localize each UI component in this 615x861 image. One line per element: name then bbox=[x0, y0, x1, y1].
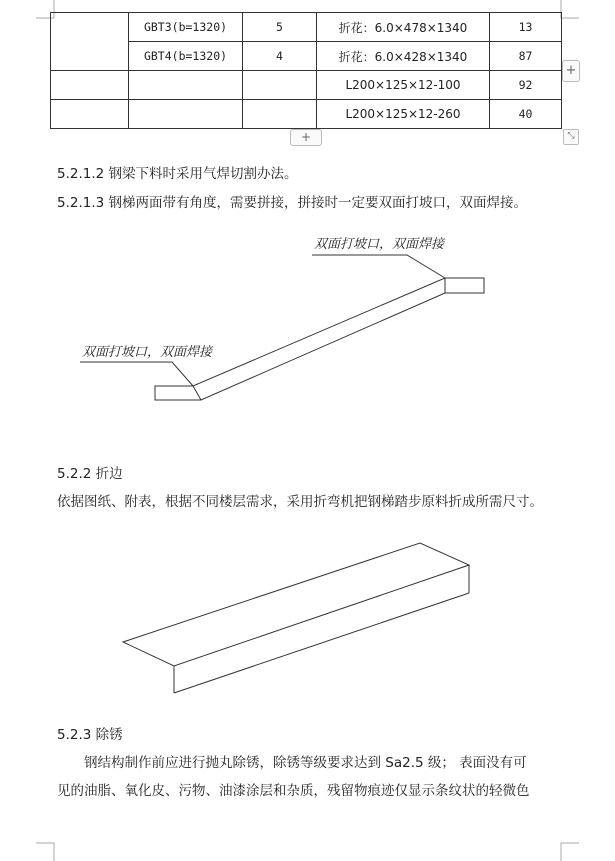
section-522-text: 依据图纸、附表，根据不同楼层需求，采用折弯机把钢梯踏步原料折成所需尺寸。 bbox=[57, 494, 543, 510]
table-row bbox=[51, 13, 562, 42]
table-resize-handle[interactable]: ⤡ bbox=[563, 129, 579, 145]
add-column-button[interactable]: + bbox=[562, 60, 580, 82]
table-cell[interactable] bbox=[243, 100, 317, 129]
table-cell[interactable]: 折花：6.0×428×1340 bbox=[317, 42, 490, 71]
table-cell[interactable]: 4 bbox=[243, 42, 317, 71]
table-cell[interactable]: 5 bbox=[243, 13, 317, 42]
section-523-heading: 5.2.3 除锈 bbox=[57, 727, 123, 743]
table-row bbox=[51, 71, 562, 100]
stair-stringer-shape bbox=[155, 278, 484, 400]
stair-weld-diagram bbox=[0, 225, 615, 415]
add-row-button[interactable]: + bbox=[290, 129, 322, 146]
table-row bbox=[51, 100, 562, 129]
table-cell[interactable]: 92 bbox=[490, 71, 562, 100]
table-cell[interactable] bbox=[51, 13, 129, 71]
section-522-heading: 5.2.2 折边 bbox=[57, 466, 123, 482]
leader-line-left bbox=[80, 362, 193, 386]
table-cell[interactable] bbox=[129, 100, 243, 129]
table-cell[interactable]: GBT4(b=1320) bbox=[129, 42, 243, 71]
section-5213-text: 5.2.1.3 钢梯两面带有角度，需要拼接，拼接时一定要双面打坡口，双面焊接。 bbox=[57, 195, 528, 211]
table-cell[interactable]: 折花：6.0×478×1340 bbox=[317, 13, 490, 42]
table-cell[interactable]: 13 bbox=[490, 13, 562, 42]
folded-plate-shape bbox=[123, 543, 469, 693]
table-cell[interactable]: 87 bbox=[490, 42, 562, 71]
section-5212-text: 5.2.1.2 钢梁下料时采用气焊切割办法。 bbox=[57, 166, 298, 182]
table-cell[interactable] bbox=[51, 100, 129, 129]
weld-label-left: 双面打坡口，双面焊接 bbox=[82, 345, 213, 360]
table-cell[interactable]: GBT3(b=1320) bbox=[129, 13, 243, 42]
table-cell[interactable]: L200×125×12-260 bbox=[317, 100, 490, 129]
section-523-text-line1: 钢结构制作前应进行抛丸除锈，除锈等级要求达到 Sa2.5 级； 表面没有可 bbox=[84, 755, 527, 771]
corner-mark-top-right bbox=[559, 0, 579, 20]
table-cell[interactable]: L200×125×12-100 bbox=[317, 71, 490, 100]
table-cell[interactable] bbox=[51, 71, 129, 100]
folded-plate-diagram bbox=[0, 535, 615, 705]
table-cell[interactable] bbox=[243, 71, 317, 100]
corner-mark-bottom-right bbox=[559, 841, 579, 861]
section-523-text-line2: 见的油脂、氧化皮、污物、油漆涂层和杂质，残留物痕迹仅显示条纹状的轻微色 bbox=[57, 783, 530, 799]
weld-label-top: 双面打坡口，双面焊接 bbox=[314, 237, 445, 252]
leader-line-top bbox=[312, 255, 445, 278]
corner-mark-bottom-left bbox=[36, 841, 56, 861]
table-cell[interactable] bbox=[129, 71, 243, 100]
table-cell[interactable]: 40 bbox=[490, 100, 562, 129]
material-table bbox=[50, 12, 562, 129]
